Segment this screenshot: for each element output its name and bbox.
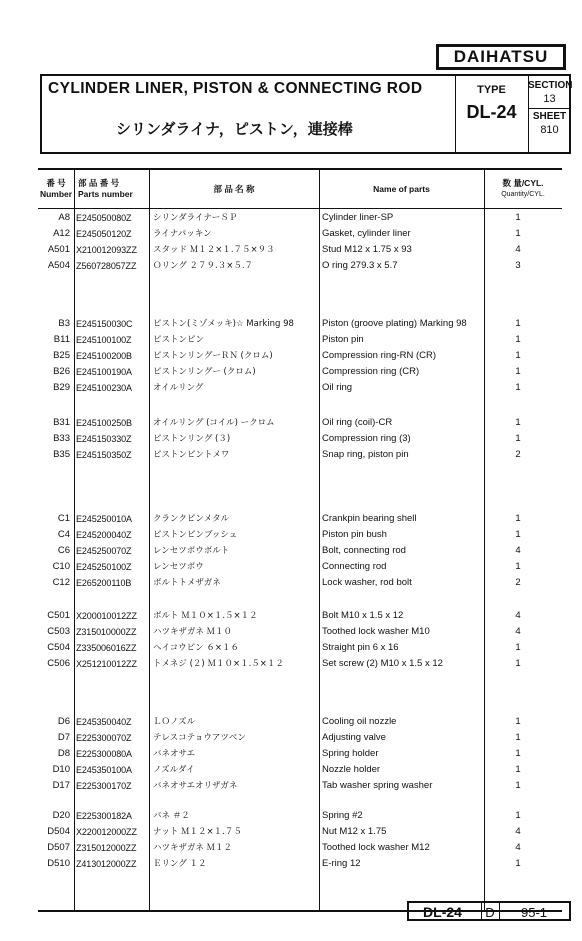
row-name-jp: Ｏリング ２７９.３×５.７ — [153, 261, 254, 271]
col-number-header — [38, 178, 74, 200]
table-row — [38, 714, 562, 730]
row-quantity: 1 — [515, 810, 521, 821]
row-quantity: 2 — [515, 577, 521, 588]
row-name-jp: ピストンピントメワ — [153, 450, 230, 460]
row-name-en: Set screw (2) M10 x 1.5 x 12 — [322, 658, 443, 669]
row-number: A8 — [58, 212, 70, 223]
row-quantity: 1 — [515, 716, 521, 727]
row-quantity: 4 — [515, 826, 521, 837]
row-part-number: E245100190A — [76, 367, 132, 377]
row-part-number: X251210012ZZ — [76, 659, 137, 669]
row-quantity: 1 — [515, 732, 521, 743]
row-quantity: 1 — [515, 658, 521, 669]
row-number: D510 — [47, 858, 70, 869]
row-number: C503 — [47, 626, 70, 637]
row-part-number: X210012093ZZ — [76, 245, 137, 255]
row-part-number: X200010012ZZ — [76, 611, 137, 621]
table-row — [38, 778, 562, 794]
table-row — [38, 808, 562, 824]
row-part-number: Z315010000ZZ — [76, 627, 137, 637]
row-name-jp: ヘイコウピン ６×１６ — [153, 643, 239, 653]
row-name-en: Snap ring, piston pin — [322, 449, 409, 460]
col-parts-jp: 部 品 番 号 — [78, 178, 120, 188]
footer-page: 95-1 — [520, 905, 548, 920]
row-quantity: 1 — [515, 212, 521, 223]
row-number: B31 — [53, 417, 70, 428]
table-row — [38, 608, 562, 624]
row-number: D17 — [52, 780, 70, 791]
table-row — [38, 258, 562, 274]
table-row — [38, 210, 562, 226]
row-name-jp: ピストンリングーＲＮ (クロム) — [153, 351, 273, 361]
row-quantity: 1 — [515, 228, 521, 239]
table-row — [38, 856, 562, 872]
row-name-jp: ボルト Ｍ１０×１.５×１２ — [153, 611, 258, 621]
brand-logo: DAIHATSU — [436, 44, 566, 70]
col-qty-header — [484, 178, 562, 200]
row-name-en: Straight pin 6 x 16 — [322, 642, 399, 653]
row-part-number: E245150030C — [76, 319, 133, 329]
row-name-en: Compression ring (3) — [322, 433, 411, 444]
row-quantity: 1 — [515, 382, 521, 393]
row-number: C504 — [47, 642, 70, 653]
row-number: A501 — [47, 244, 70, 255]
col-name-en: Name of parts — [373, 184, 430, 194]
row-part-number: E245050080Z — [76, 213, 132, 223]
row-quantity: 1 — [515, 366, 521, 377]
row-name-en: Lock washer, rod bolt — [322, 577, 412, 588]
table-row — [38, 431, 562, 447]
row-number: D10 — [52, 764, 70, 775]
row-quantity: 1 — [515, 529, 521, 540]
row-quantity: 3 — [515, 260, 521, 271]
row-name-en: Piston pin — [322, 334, 364, 345]
row-number: D6 — [57, 716, 70, 727]
row-name-en: E-ring 12 — [322, 858, 361, 869]
row-name-en: Piston (groove plating) Marking 98 — [322, 318, 467, 329]
table-row — [38, 840, 562, 856]
row-name-jp: ＬＯノズル — [153, 717, 196, 727]
row-name-en: Cooling oil nozzle — [322, 716, 397, 727]
row-name-en: Compression ring-RN (CR) — [322, 350, 437, 361]
row-number: C4 — [57, 529, 70, 540]
col-number-en: Number — [39, 189, 73, 199]
row-number: D7 — [57, 732, 70, 743]
row-number: C501 — [47, 610, 70, 621]
table-row — [38, 364, 562, 380]
title-jp: シリンダライナ，ピストン，連接棒 — [116, 120, 353, 138]
row-number: A504 — [47, 260, 70, 271]
row-number: B35 — [53, 449, 70, 460]
row-part-number: E245250100Z — [76, 562, 132, 572]
col-parts-header — [74, 178, 153, 200]
row-name-jp: Ｅリング １２ — [153, 859, 207, 869]
row-name-en: Oil ring — [322, 382, 353, 393]
row-name-en: O ring 279.3 x 5.7 — [322, 260, 398, 271]
row-name-jp: バネ ＃２ — [153, 811, 190, 821]
row-name-jp: ナット Ｍ１２×１.７５ — [153, 827, 242, 837]
row-quantity: 1 — [515, 433, 521, 444]
table-row — [38, 242, 562, 258]
row-name-jp: クランクピンメタル — [153, 514, 230, 524]
row-part-number: E245100230A — [76, 383, 132, 393]
row-quantity: 1 — [515, 561, 521, 572]
row-number: C10 — [52, 561, 70, 572]
type-label: TYPE — [477, 84, 506, 96]
row-name-en: Adjusting valve — [322, 732, 386, 743]
row-part-number: E245050120Z — [76, 229, 132, 239]
col-qty-en: Quantity/CYL. — [501, 191, 545, 198]
section-value: 13 — [543, 93, 556, 105]
row-name-en: Toothed lock washer M12 — [322, 842, 430, 853]
row-name-en: Bolt, connecting rod — [322, 545, 406, 556]
row-name-jp: ピストンリング (３) — [153, 434, 231, 444]
table-row — [38, 447, 562, 463]
row-name-jp: ピストンリングー (クロム) — [153, 367, 256, 377]
table-row — [38, 559, 562, 575]
row-part-number: E245250010A — [76, 514, 132, 524]
row-name-en: Spring holder — [322, 748, 379, 759]
row-quantity: 4 — [515, 626, 521, 637]
row-number: D20 — [52, 810, 70, 821]
row-name-jp: オイルリング (コイル) ークロム — [153, 418, 275, 428]
row-quantity: 1 — [515, 350, 521, 361]
table-row — [38, 575, 562, 591]
row-name-en: Cylinder liner-SP — [322, 212, 394, 223]
row-number: B11 — [53, 334, 70, 345]
table-row — [38, 543, 562, 559]
table-row — [38, 640, 562, 656]
row-quantity: 1 — [515, 417, 521, 428]
col-number-jp: 番 号 — [46, 178, 66, 188]
row-name-en: Toothed lock washer M10 — [322, 626, 430, 637]
footer-letter: D — [485, 905, 495, 920]
footer-box — [407, 901, 571, 921]
row-name-jp: ライナパッキン — [153, 229, 212, 239]
row-name-jp: ピストンピン — [153, 335, 205, 345]
table-row — [38, 332, 562, 348]
row-name-en: Spring #2 — [322, 810, 363, 821]
table-row — [38, 511, 562, 527]
row-name-en: Piston pin bush — [322, 529, 387, 540]
row-part-number: E245100200B — [76, 351, 132, 361]
row-name-en: Oil ring (coil)-CR — [322, 417, 393, 428]
sheet-label: SHEET — [532, 111, 567, 122]
row-name-jp: ハツキザガネ Ｍ１０ — [153, 627, 233, 637]
table-row — [38, 730, 562, 746]
row-part-number: E225300080A — [76, 749, 132, 759]
row-quantity: 1 — [515, 764, 521, 775]
col-parts-en: Parts number — [78, 189, 133, 199]
row-quantity: 1 — [515, 748, 521, 759]
row-name-jp: ノズルダイ — [153, 765, 195, 775]
row-number: D507 — [47, 842, 70, 853]
row-part-number: Z315012000ZZ — [76, 843, 137, 853]
row-number: B33 — [53, 433, 70, 444]
table-row — [38, 348, 562, 364]
row-part-number: E245100100Z — [76, 335, 132, 345]
row-number: D504 — [47, 826, 70, 837]
table-row — [38, 380, 562, 396]
row-number: B26 — [53, 366, 70, 377]
table-row — [38, 656, 562, 672]
row-name-en: Nut M12 x 1.75 — [322, 826, 387, 837]
row-name-jp: ハツキザガネ Ｍ１２ — [153, 843, 233, 853]
row-number: A12 — [53, 228, 70, 239]
row-quantity: 4 — [515, 545, 521, 556]
row-part-number: X220012000ZZ — [76, 827, 137, 837]
row-quantity: 4 — [515, 610, 521, 621]
row-name-jp: バネオサエオリザガネ — [153, 781, 238, 791]
row-quantity: 1 — [515, 858, 521, 869]
row-part-number: E245350040Z — [76, 717, 132, 727]
row-number: C506 — [47, 658, 70, 669]
row-part-number: E225300170Z — [76, 781, 132, 791]
row-quantity: 1 — [515, 318, 521, 329]
row-quantity: 1 — [515, 642, 521, 653]
row-name-en: Connecting rod — [322, 561, 387, 572]
table-row — [38, 824, 562, 840]
row-quantity: 1 — [515, 780, 521, 791]
row-number: B29 — [53, 382, 70, 393]
col-name-jp: 部 品 名 称 — [213, 184, 255, 194]
row-part-number: E245200040Z — [76, 530, 132, 540]
row-name-jp: レンセツボウボルト — [153, 546, 230, 556]
table-row — [38, 415, 562, 431]
row-name-jp: テレスコテョウアツベン — [153, 733, 246, 743]
parts-table — [38, 168, 562, 912]
row-quantity: 1 — [515, 513, 521, 524]
row-part-number: Z413012000ZZ — [76, 859, 137, 869]
row-name-jp: バネオサエ — [153, 749, 196, 759]
row-part-number: E225300182A — [76, 811, 132, 821]
row-part-number: E265200110B — [76, 578, 132, 588]
row-part-number: E225300070Z — [76, 733, 132, 743]
table-row — [38, 226, 562, 242]
row-name-en: Tab washer spring washer — [322, 780, 433, 791]
sheet-value: 810 — [540, 124, 559, 136]
row-part-number: Z560728057ZZ — [76, 261, 137, 271]
row-number: B25 — [53, 350, 70, 361]
row-quantity: 4 — [515, 842, 521, 853]
table-row — [38, 624, 562, 640]
row-name-en: Gasket, cylinder liner — [322, 228, 411, 239]
header-box — [40, 74, 571, 154]
row-name-en: Bolt M10 x 1.5 x 12 — [322, 610, 404, 621]
row-number: C1 — [57, 513, 70, 524]
row-name-en: Nozzle holder — [322, 764, 381, 775]
row-number: B3 — [58, 318, 70, 329]
row-number: C12 — [52, 577, 70, 588]
section-label: SECTION — [528, 80, 573, 91]
table-row — [38, 746, 562, 762]
row-part-number: Z335006016ZZ — [76, 643, 137, 653]
row-name-en: Compression ring (CR) — [322, 366, 420, 377]
table-row — [38, 527, 562, 543]
row-name-jp: ピストンピンブッシュ — [153, 530, 238, 540]
type-value: DL-24 — [466, 102, 517, 122]
row-name-jp: ピストン(ミゾメッキ)☆ Marking 98 — [153, 319, 294, 329]
title-en: CYLINDER LINER, PISTON & CONNECTING ROD — [48, 80, 423, 97]
row-part-number: E245100250B — [76, 418, 132, 428]
row-part-number: E245150330Z — [76, 434, 132, 444]
row-name-jp: レンセツボウ — [153, 562, 204, 572]
row-name-jp: スタッド Ｍ１２×１.７５×９３ — [153, 245, 275, 255]
row-name-jp: シリンダライナーＳＰ — [153, 213, 238, 223]
row-quantity: 2 — [515, 449, 521, 460]
row-number: D8 — [57, 748, 70, 759]
row-name-jp: ボルトトメザガネ — [153, 578, 221, 588]
row-name-jp: オイルリング — [153, 383, 204, 393]
row-part-number: E245350100A — [76, 765, 132, 775]
col-qty-jp: 数 量/CYL. — [502, 178, 544, 188]
row-quantity: 4 — [515, 244, 521, 255]
row-quantity: 1 — [515, 334, 521, 345]
table-row — [38, 316, 562, 332]
row-name-en: Crankpin bearing shell — [322, 513, 417, 524]
row-part-number: E245250070Z — [76, 546, 132, 556]
table-row — [38, 762, 562, 778]
footer-model: DL-24 — [423, 904, 462, 920]
row-name-jp: トメネジ (２) Ｍ１０×１.５×１２ — [153, 659, 284, 669]
row-part-number: E245150350Z — [76, 450, 132, 460]
row-name-en: Stud M12 x 1.75 x 93 — [322, 244, 412, 255]
row-number: C6 — [57, 545, 70, 556]
